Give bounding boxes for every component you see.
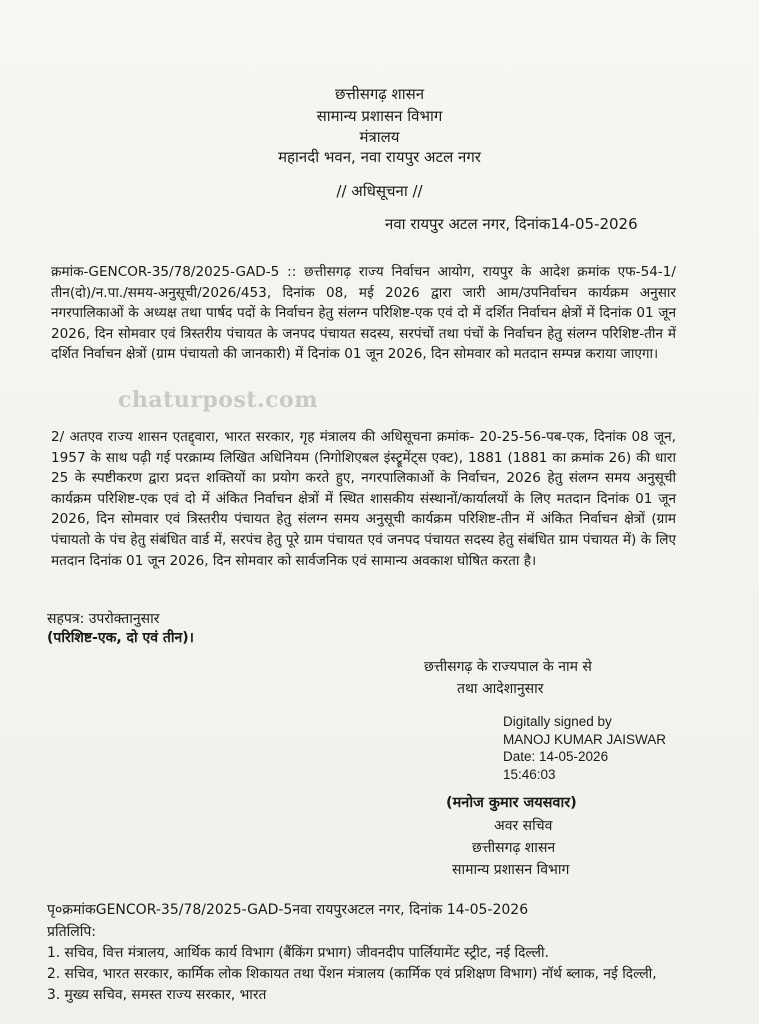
- header-ministry: मंत्रालय: [359, 128, 400, 146]
- signatory-designation: अवर सचिव: [494, 818, 553, 834]
- notification-title: // अधिसूचना //: [336, 182, 423, 200]
- digital-signature-time: 15:46:03: [503, 766, 556, 782]
- digital-signature-date: Date: 14-05-2026: [503, 749, 609, 764]
- governor-order-line2: तथा आदेशानुसार: [457, 681, 544, 697]
- copy-to-item: 3. मुख्य सचिव, समस्त राज्य सरकार, भारत: [47, 987, 267, 1003]
- header-address: महानदी भवन, नवा रायपुर अटल नगर: [278, 148, 481, 166]
- header-government: छत्तीसगढ़ शासन: [334, 85, 425, 103]
- digital-signature: [503, 713, 666, 783]
- enclosure-label: सहपत्र: उपरोक्तानुसार: [47, 611, 160, 627]
- digital-signature-line1: Digitally signed by: [503, 714, 612, 729]
- reference-line: पृ०क्रमांकGENCOR-35/78/2025-GAD-5नवा रायपुरअटल नगर, दिनांक 14-05-2026: [47, 902, 529, 918]
- dateline: नवा रायपुर अटल नगर, दिनांक14-05-2026: [385, 215, 638, 233]
- copy-to-title: प्रतिलिपि:: [47, 924, 96, 940]
- watermark: chaturpost.com: [118, 387, 319, 413]
- enclosure-detail: (परिशिष्ट-एक, दो एवं तीन)।: [47, 630, 194, 646]
- paragraph-2: 2/ अतएव राज्य शासन एतद्द्वारा, भारत सरकार, गृह मंत्रालय की अधिसूचना क्रमांक- 20-25-56-पब-एक, दिनांक 08 जून, 1957 के साथ पढ़ी गई परक्राम्य लिखित अधिनियम (निगोशिएबल इंस्ट्रूमेंट्स एक्ट), 1881 (1881 का क्रमांक 26) की धारा 25 के स्पष्टीकरण द्वारा प्रदत्त शक्तियों का प्रयोग करते हुए, नगरपालिकाओं के निर्वाचन, 2026 हेतु संलग्न समय अनुसूची कार्यक्रम परिशिष्ट-एक एवं दो में अंकित निर्वाचन क्षेत्रों में स्थित शासकीय संस्थानों/कार्यालयों के लिए मतदान दिनांक 01 जून 2026, दिन सोमवार एवं त्रिस्तरीय पंचायत हेतु संलग्न समय अनुसूची कार्यक्रम परिशिष्ट-तीन में अंकित निर्वाचन क्षेत्रों (ग्राम पंचायतो के पंच हेतु संबंधित वार्ड में, सरपंच हेतु पूरे ग्राम पंचायत एवं जनपद पंचायत सदस्य हेतु संबंधित ग्राम पंचायत में) के लिए मतदान दिनांक 01 जून 2026, दिन सोमवार को सार्वजनिक एवं सामान्य अवकाश घोषित करता है।: [51, 429, 676, 569]
- paragraph-1: क्रमांक-GENCOR-35/78/2025-GAD-5 :: छत्तीसगढ़ राज्य निर्वाचन आयोग, रायपुर के आदेश क्रमांक एफ-54-1/तीन(दो)/न.पा./समय-अनुसूची/2026/453, दिनांक 08, मई 2026 द्वारा जारी आम/उपनिर्वाचन कार्यक्रम अनुसार नगरपालिकाओं के अध्यक्ष तथा पार्षद पदों के निर्वाचन हेतु संलग्न परिशिष्ट-एक एवं दो में दर्शित निर्वाचन क्षेत्रों में दिनांक 01 जून 2026, दिन सोमवार एवं त्रिस्तरीय पंचायत के जनपद पंचायत सदस्य, सरपंचों तथा पंचों के निर्वाचन हेतु संलग्न परिशिष्ट-तीन में दर्शित निर्वाचन क्षेत्रों (ग्राम पंचायतो की जानकारी) में दिनांक 01 जून 2026, दिन सोमवार को मतदान सम्पन्न कराया जाएगा।: [51, 264, 676, 363]
- copy-to-item: 1. सचिव, वित्त मंत्रालय, आर्थिक कार्य विभाग (बैंकिंग प्रभाग) जीवनदीप पार्लियामेंट स्ट्रीट, नई दिल्ली.: [47, 945, 549, 961]
- signatory-department: सामान्य प्रशासन विभाग: [452, 862, 570, 878]
- governor-order-line1: छत्तीसगढ़ के राज्यपाल के नाम से: [424, 659, 592, 675]
- header-department: सामान्य प्रशासन विभाग: [316, 107, 443, 125]
- copy-to-item: 2. सचिव, भारत सरकार, कार्मिक लोक शिकायत तथा पेंशन मंत्रालय (कार्मिक एवं प्रशिक्षण विभाग) नॉर्थ ब्लाक, नई दिल्ली,: [47, 966, 657, 982]
- digital-signature-name: MANOJ KUMAR JAISWAR: [503, 731, 667, 747]
- signatory-name: (मनोज कुमार जयसवार): [446, 795, 577, 811]
- signatory-government: छत्तीसगढ़ शासन: [472, 840, 556, 856]
- copy-to-list: [47, 943, 737, 1006]
